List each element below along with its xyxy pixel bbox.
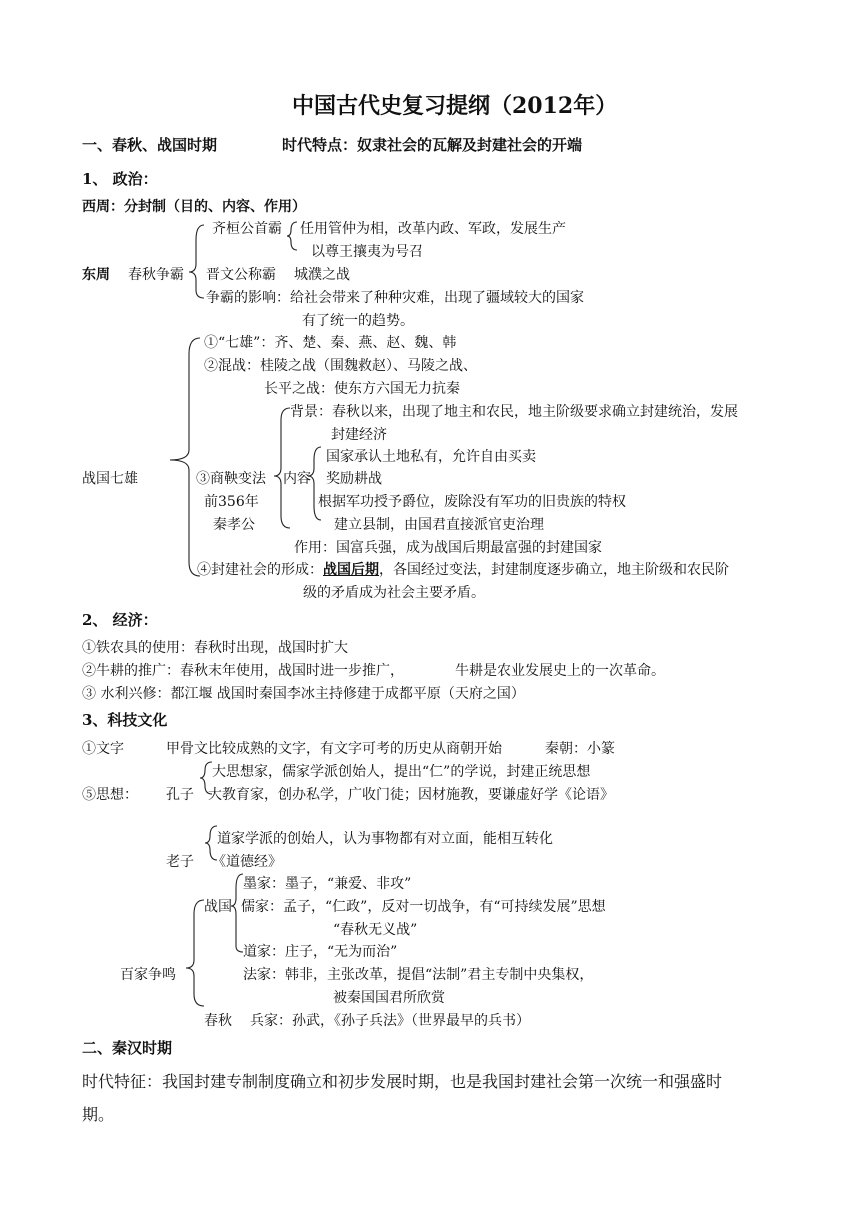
fajia-line: 法家：韩非，主张改革，提倡“法制”君主专制中央集权，: [243, 967, 594, 983]
zhanguo-houqi-emphasis: 战国后期: [323, 562, 379, 578]
section1-feature: 时代特点：奴隶社会的瓦解及封建社会的开端: [282, 136, 583, 154]
bracket-baijia: [186, 900, 204, 1006]
zhengba-effect-2: 有了统一的趋势。: [302, 313, 414, 329]
politics-heading: 1、 政治：: [82, 170, 158, 188]
section2-heading: 二、秦汉时期: [82, 1039, 173, 1057]
daojia-line: 道家：庄子，“无为而治”: [243, 944, 398, 960]
shangyang-year: 前356年: [204, 494, 259, 510]
zhengba-effect-1: 争霸的影响：给社会带来了种种灾难，出现了疆域较大的国家: [206, 290, 584, 306]
economy-line-3: ③ 水利兴修：都江堰 战国时秦国李冰主持修建于成都平原（天府之国）: [82, 686, 525, 702]
xiaogong-label: 秦孝公: [213, 517, 255, 533]
sixiang-label: ⑤思想：: [82, 787, 138, 803]
fajia-line-2: 被秦国国君所欣赏: [333, 990, 445, 1006]
section2-feature-1: 时代特征：我国封建专制制度确立和初步发展时期，也是我国封建社会第一次统一和强盛时: [82, 1072, 723, 1091]
xizhou-line: 西周：分封制（目的、内容、作用）: [82, 199, 306, 215]
section2-feature-2: 期。: [82, 1105, 115, 1124]
qi-detail-1: 任用管仲为相，改革内政、军政，发展生产: [300, 221, 566, 237]
feudal-formation-text: ，各国经过变法，封建制度逐步确立，地主阶级和农民阶: [379, 562, 729, 578]
bracket-chunqiu: [189, 225, 204, 298]
shangyang-effect: 作用：国富兵强，成为战国后期最富强的封建国家: [294, 540, 602, 556]
laozi-label: 老子: [166, 854, 194, 870]
shangyang-content-3: 根据军功授予爵位，废除没有军功的旧贵族的特权: [318, 494, 626, 510]
shangyang-content-2: 奖励耕战: [326, 471, 382, 487]
bracket-zhanguo: [170, 338, 200, 576]
mojia-line: 墨家：墨子，“兼爱、非攻”: [243, 876, 412, 892]
shangyang-content-1: 国家承认土地私有，允许自由买卖: [326, 449, 536, 465]
feudal-formation-line: [197, 561, 729, 579]
economy-line-1: ①铁农具的使用：春秋时出现，战国时扩大: [82, 640, 348, 656]
bingjia-line: 兵家：孙武，《孙子兵法》（世界最早的兵书）: [250, 1013, 530, 1029]
page-title: 中国古代史复习提纲（2012年）: [292, 93, 618, 119]
shangyang-background-1: 背景：春秋以来，出现了地主和农民，地主阶级要求确立封建统治，发展: [290, 404, 738, 420]
shangyang-background-2: 封建经济: [331, 427, 387, 443]
jin-label: 晋文公称霸: [206, 267, 276, 283]
economy-line-2-note: 牛耕是农业发展史上的一次革命。: [455, 663, 665, 679]
laozi-detail-1: 道家学派的创始人，认为事物都有对立面，能相互转化: [217, 831, 553, 847]
rujia-line-2: “春秋无义战”: [333, 922, 418, 938]
dongzhou-label: 东周: [82, 267, 110, 283]
economy-line-2: ②牛耕的推广：春秋末年使用，战国时进一步推广，: [82, 663, 404, 679]
laozi-detail-2: 《道德经》: [212, 854, 282, 870]
qi-label: 齐桓公首霸: [212, 221, 282, 237]
feudal-formation-label: ④封建社会的形成：: [197, 562, 323, 578]
jin-battle: 城濮之战: [294, 267, 350, 283]
rujia-line: 儒家：孟子，“仁政”，反对一切战争，有“可持续发展”思想: [241, 899, 606, 915]
hunzhan-line-1: ②混战：桂陵之战（围魏救赵）、马陵之战、: [204, 358, 477, 374]
baijia-label: 百家争鸣: [120, 967, 176, 983]
zhanguo-schools-label: 战国: [204, 899, 232, 915]
qi-detail-2: 以尊王攘夷为号召: [311, 244, 423, 260]
zhanguo-qixiong-label: 战国七雄: [82, 471, 138, 487]
feudal-formation-line-2: 级的矛盾成为社会主要矛盾。: [303, 585, 485, 601]
qixiong-line: ①“七雄”：齐、楚、秦、燕、赵、魏、韩: [204, 335, 457, 351]
hunzhan-line-2: 长平之战：使东方六国无力抗秦: [264, 381, 460, 397]
culture-heading: 3、科技文化: [82, 711, 168, 729]
shangyang-label: ③商鞅变法: [196, 471, 266, 487]
neirong-label: 内容: [283, 471, 311, 487]
wenzi-desc: 甲骨文比较成熟的文字，有文字可考的历史从商朝开始: [166, 741, 502, 757]
chunqiu-zhengba-label: 春秋争霸: [128, 267, 184, 283]
section1-heading: 一、春秋、战国时期: [82, 136, 218, 154]
kongzi-detail-1: 大思想家，儒家学派创始人，提出“仁”的学说，封建正统思想: [212, 764, 591, 780]
bracket-qi: [287, 222, 297, 250]
kongzi-label: 孔子: [166, 787, 194, 803]
bracket-shangyang: [274, 408, 290, 528]
chunqiu-schools-label: 春秋: [204, 1013, 232, 1029]
shangyang-content-4: 建立县制，由国君直接派官吏治理: [334, 517, 544, 533]
wenzi-label: ①文字: [82, 741, 124, 757]
economy-heading: 2、 经济：: [82, 611, 158, 629]
qin-xiaozhuan: 秦朝：小篆: [545, 741, 615, 757]
kongzi-detail-2: 大教育家，创办私学，广收门徒；因材施教，要谦虚好学《论语》: [208, 787, 614, 803]
